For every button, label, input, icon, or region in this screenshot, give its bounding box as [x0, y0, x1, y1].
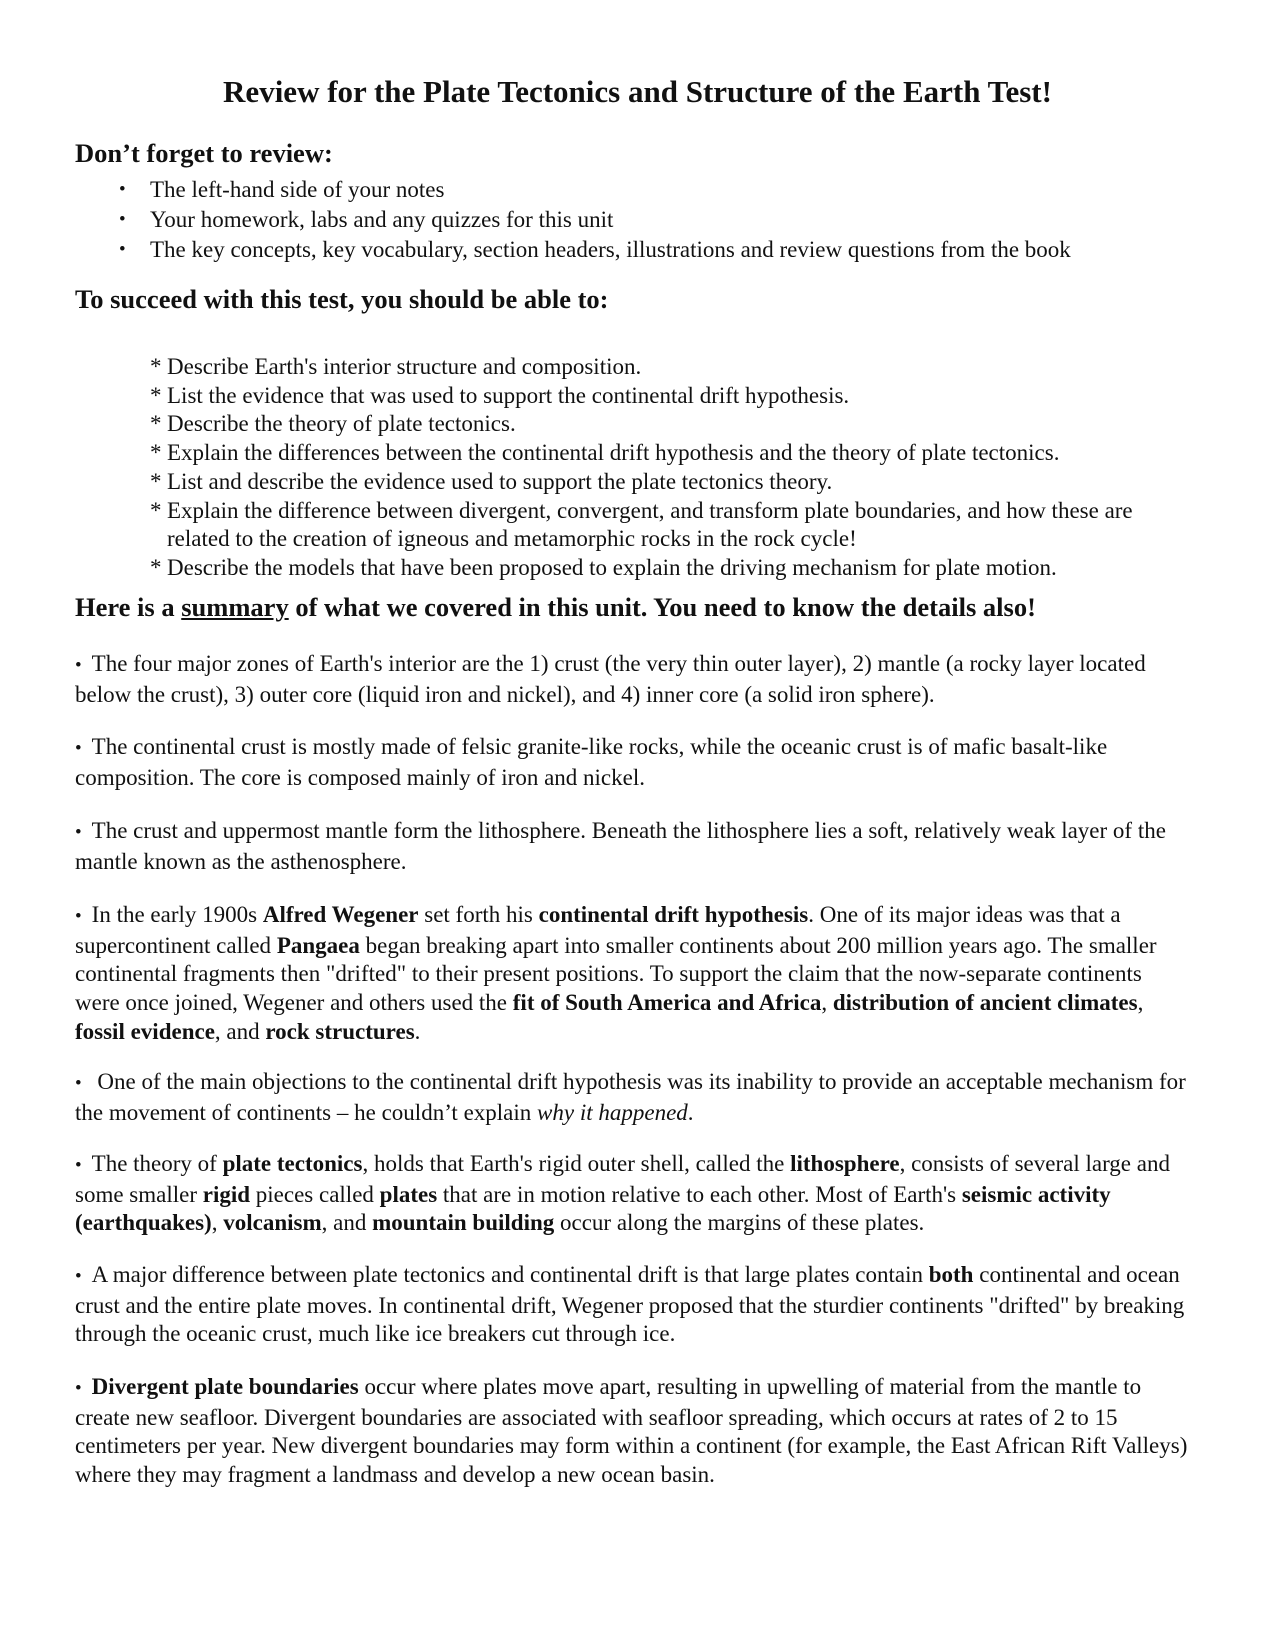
summary-paragraph-divergent-boundaries: • Divergent plate boundaries occur where plates move apart, resulting in upwelling of material from the mantle to create new seafloor. Divergent boundaries are associated with seafloor spreading, which occurs at rates of 2 to 15 centimeters per year. New divergent boundaries may form within a continent (for example, the East African Rift Valleys) where they may fragment a landmass and develop a new ocean basin.	[75, 1374, 1188, 1488]
list-item: • Your homework, labs and any quizzes for this unit	[75, 205, 1071, 235]
list-item: * Describe Earth's interior structure and composition.	[150, 353, 1200, 382]
list-item: • The left-hand side of your notes	[75, 175, 1071, 205]
list-item: * List the evidence that was used to support the continental drift hypothesis.	[150, 382, 1200, 411]
bullet-icon: •	[75, 906, 82, 927]
bullet-icon: •	[75, 655, 82, 676]
review-heading: Don’t forget to review:	[75, 138, 333, 168]
summary-paragraph-crust-composition: • The continental crust is mostly made of felsic granite-like rocks, while the oceanic crust is of mafic basalt-like composition. The core is composed mainly of iron and nickel.	[75, 734, 1108, 790]
summary-paragraph-major-difference: • A major difference between plate tectonics and continental drift is that large plates contain both continental and ocean crust and the entire plate moves. In continental drift, Wegener proposed that the sturdier continents "drifted" by breaking through the oceanic crust, much like ice breakers cut through ice.	[75, 1262, 1185, 1347]
bullet-icon: •	[75, 738, 82, 759]
summary-heading: Here is a summary of what we covered in this unit. You need to know the details also!	[75, 592, 1036, 622]
bullet-icon: •	[75, 1155, 82, 1176]
asterisk-icon: *	[150, 382, 162, 408]
summary-paragraph-lithosphere: • The crust and uppermost mantle form the lithosphere. Beneath the lithosphere lies a soft, relatively weak layer of the mantle known as the asthenosphere.	[75, 818, 1166, 874]
summary-paragraph-interior-zones: • The four major zones of Earth's interior are the 1) crust (the very thin outer layer), 2) mantle (a rocky layer located below the crust), 3) outer core (liquid iron and nickel), and 4) inner core (a solid iron sphere).	[75, 651, 1146, 707]
asterisk-icon: *	[150, 497, 162, 523]
bullet-icon: •	[75, 1266, 82, 1287]
asterisk-icon: *	[150, 354, 162, 379]
list-item: • The key concepts, key vocabulary, section headers, illustrations and review questions from the book	[75, 235, 1071, 265]
summary-paragraph-wegener: • In the early 1900s Alfred Wegener set forth his continental drift hypothesis. One of its major ideas was that a supercontinent called Pangaea began breaking apart into smaller continents about 200 million years ago. The smaller continental fragments then "drifted" to their present positions. To support the claim that the now-separate continents were once joined, Wegener and others used the fit of South America and Africa, distribution of ancient climates, fossil evidence, and rock structures.	[75, 902, 1157, 1044]
summary-paragraph-plate-tectonics: • The theory of plate tectonics, holds that Earth's rigid outer shell, called the lithosphere, consists of several large and some smaller rigid pieces called plates that are in motion relative to each other. Most of Earth's seismic activity (earthquakes), volcanism, and mountain building occur along the margins of these plates.	[75, 1151, 1170, 1236]
list-item: * Describe the models that have been proposed to explain the driving mechanism for plate motion.	[150, 554, 1200, 583]
summary-paragraph-objections: • One of the main objections to the continental drift hypothesis was its inability to provide an acceptable mechanism for the movement of continents – he couldn’t explain why it happened.	[75, 1069, 1186, 1125]
goals-heading: To succeed with this test, you should be able to:	[75, 284, 609, 314]
list-item: * Explain the difference between divergent, convergent, and transform plate boundaries, and how these are related to the creation of igneous and metamorphic rocks in the rock cycle!	[150, 497, 1133, 552]
bullet-icon: •	[119, 239, 126, 260]
bullet-icon: •	[119, 179, 126, 200]
summary-underlined-word: summary	[181, 592, 289, 622]
page-title: Review for the Plate Tectonics and Structure of the Earth Test!	[223, 74, 1052, 109]
review-list	[75, 175, 1071, 265]
list-item: * Explain the differences between the continental drift hypothesis and the theory of plate tectonics.	[150, 439, 1200, 468]
goals-list	[150, 353, 1200, 583]
list-item: * List and describe the evidence used to support the plate tectonics theory.	[150, 468, 1200, 497]
bullet-icon: •	[75, 1378, 82, 1399]
bullet-icon: •	[75, 1073, 82, 1094]
asterisk-icon: *	[150, 468, 162, 494]
list-item: * Describe the theory of plate tectonics.	[150, 410, 1200, 439]
asterisk-icon: *	[150, 554, 162, 580]
bullet-icon: •	[75, 822, 82, 843]
bullet-icon: •	[119, 209, 126, 230]
asterisk-icon: *	[150, 411, 162, 437]
asterisk-icon: *	[150, 440, 162, 466]
